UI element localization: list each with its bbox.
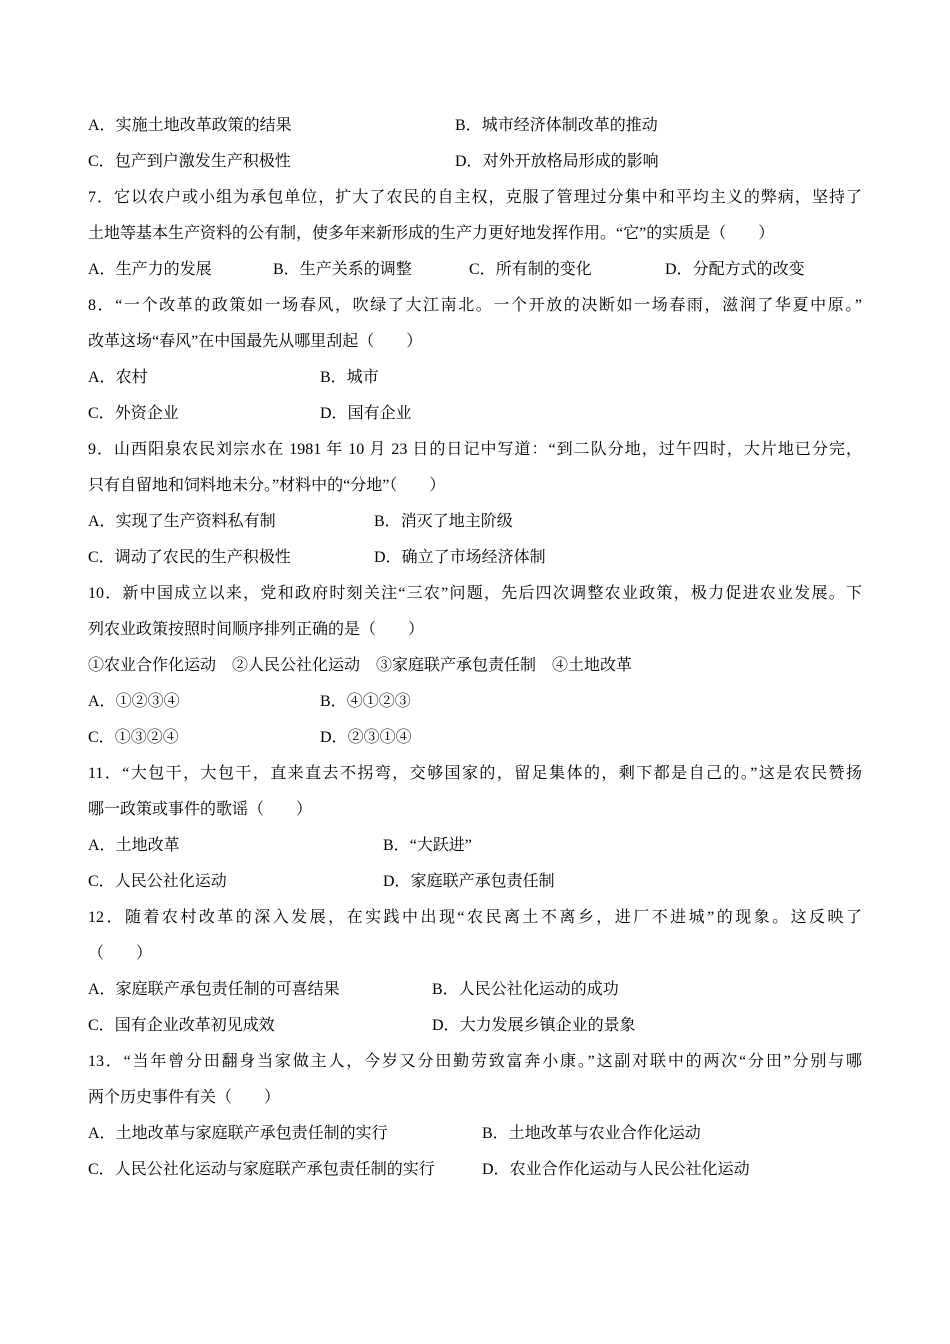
- option-label: D．: [320, 405, 348, 422]
- option-label: A．: [88, 837, 116, 854]
- option-a: [88, 836, 180, 856]
- question-stem-line: 12．随着农村改革的深入发展，在实践中出现“农民离土不离乡，进厂不进城”的现象。这反映了: [88, 909, 862, 926]
- option-d: [374, 548, 546, 568]
- option-label: D．: [482, 1161, 510, 1178]
- option-text: “大跃进”: [409, 837, 472, 854]
- option-d: [383, 872, 555, 892]
- option-label: A．: [88, 117, 116, 134]
- option-label: C．: [88, 549, 115, 566]
- option-text: ④①②③: [346, 693, 411, 710]
- option-text: 土地改革: [115, 837, 180, 854]
- option-a: [88, 116, 292, 136]
- option-label: B．: [374, 513, 401, 530]
- option-label: D．: [455, 153, 483, 170]
- option-a: [88, 692, 180, 712]
- option-text: 大力发展乡镇企业的景象: [459, 1017, 636, 1034]
- option-label: C．: [469, 261, 496, 278]
- option-d: [320, 404, 412, 424]
- option-label: C．: [88, 1017, 115, 1034]
- option-text: 家庭联产承包责任制的可喜结果: [115, 981, 340, 998]
- option-label: C．: [88, 153, 115, 170]
- option-d: [665, 260, 805, 280]
- question-stem-line: （ ）: [88, 945, 153, 962]
- option-c: [88, 404, 179, 424]
- option-text: 生产力的发展: [115, 261, 212, 278]
- option-c: [88, 548, 291, 568]
- option-text: 分配方式的改变: [692, 261, 805, 278]
- option-label: C．: [88, 873, 115, 890]
- option-text: 实施土地改革政策的结果: [115, 117, 292, 134]
- question-stem-line: 10．新中国成立以来，党和政府时刻关注“三农”问题，先后四次调整农业政策，极力促进农业发展。下: [88, 585, 862, 602]
- option-c: [88, 728, 179, 748]
- option-text: 生产关系的调整: [299, 261, 412, 278]
- option-c: [88, 152, 291, 172]
- option-b: [374, 512, 513, 532]
- option-text: 人民公社化运动的成功: [458, 981, 619, 998]
- option-a: [88, 980, 340, 1000]
- option-a: [88, 1124, 388, 1144]
- question-stem-line: 两个历史事件有关（ ）: [88, 1089, 281, 1106]
- option-text: 确立了市场经济体制: [401, 549, 546, 566]
- option-text: ①③②④: [114, 729, 179, 746]
- option-label: A．: [88, 261, 116, 278]
- option-text: 农业合作化运动与人民公社化运动: [509, 1161, 750, 1178]
- option-label: A．: [88, 981, 116, 998]
- option-text: 家庭联产承包责任制: [410, 873, 555, 890]
- option-a: [88, 512, 276, 532]
- option-text: ①②③④: [115, 693, 180, 710]
- option-label: D．: [383, 873, 411, 890]
- option-label: D．: [374, 549, 402, 566]
- option-b: [320, 368, 379, 388]
- option-label: A．: [88, 693, 116, 710]
- option-label: B．: [482, 1125, 509, 1142]
- option-label: A．: [88, 369, 116, 386]
- option-a: [88, 368, 148, 388]
- option-text: 外资企业: [114, 405, 179, 422]
- option-b: [455, 116, 658, 136]
- question-stem-line: 11．“大包干，大包干，直来直去不拐弯，交够国家的，留足集体的，剩下都是自己的。”这是农民赞扬: [88, 765, 862, 782]
- option-text: 对外开放格局形成的影响: [482, 153, 659, 170]
- question-stem-line: 只有自留地和饲料地未分。”材料中的“分地”（ ）: [88, 477, 446, 494]
- question-stem-line: 9．山西阳泉农民刘宗水在 1981 年 10 月 23 日的日记中写道：“到二队分地，过午四时，大片地已分完，: [88, 441, 862, 458]
- option-c: [469, 260, 592, 280]
- question-stem-line: 土地等基本生产资料的公有制，使多年来新形成的生产力更好地发挥作用。“它”的实质是（ ）: [88, 225, 775, 242]
- option-label: A．: [88, 513, 116, 530]
- option-a: [88, 260, 212, 280]
- option-b: [383, 836, 472, 856]
- question-stem-line: 哪一政策或事件的歌谣（ ）: [88, 801, 313, 818]
- question-items: ①农业合作化运动 ②人民公社化运动 ③家庭联产承包责任制 ④土地改革: [88, 657, 633, 674]
- option-b: [273, 260, 412, 280]
- option-text: 国有企业改革初见成效: [114, 1017, 275, 1034]
- option-label: C．: [88, 1161, 115, 1178]
- option-label: D．: [432, 1017, 460, 1034]
- question-stem-line: 列农业政策按照时间顺序排列正确的是（ ）: [88, 621, 425, 638]
- option-label: A．: [88, 1125, 116, 1142]
- option-text: 人民公社化运动与家庭联产承包责任制的实行: [114, 1161, 435, 1178]
- option-text: 城市: [346, 369, 379, 386]
- option-label: B．: [320, 693, 347, 710]
- option-text: 包产到户激发生产积极性: [114, 153, 291, 170]
- option-c: [88, 872, 227, 892]
- option-d: [320, 728, 412, 748]
- option-text: 国有企业: [347, 405, 412, 422]
- option-b: [432, 980, 619, 1000]
- option-label: D．: [665, 261, 693, 278]
- option-text: ②③①④: [347, 729, 412, 746]
- option-text: 土地改革与农业合作化运动: [508, 1125, 701, 1142]
- option-b: [320, 692, 411, 712]
- option-d: [455, 152, 659, 172]
- option-text: 人民公社化运动: [114, 873, 227, 890]
- option-text: 农村: [115, 369, 148, 386]
- option-label: D．: [320, 729, 348, 746]
- option-text: 所有制的变化: [495, 261, 592, 278]
- option-label: B．: [383, 837, 410, 854]
- option-label: C．: [88, 729, 115, 746]
- option-text: 城市经济体制改革的推动: [481, 117, 658, 134]
- option-label: C．: [88, 405, 115, 422]
- question-stem-line: 8．“一个改革的政策如一场春风，吹绿了大江南北。一个开放的决断如一场春雨，滋润了华夏中原。”: [88, 297, 862, 314]
- option-label: B．: [455, 117, 482, 134]
- question-stem-line: 13．“当年曾分田翻身当家做主人，今岁又分田勤劳致富奔小康。”这副对联中的两次“分田”分别与哪: [88, 1053, 862, 1070]
- option-d: [432, 1016, 636, 1036]
- option-text: 实现了生产资料私有制: [115, 513, 276, 530]
- option-d: [482, 1160, 750, 1180]
- option-text: 土地改革与家庭联产承包责任制的实行: [115, 1125, 388, 1142]
- option-text: 调动了农民的生产积极性: [114, 549, 291, 566]
- option-label: B．: [273, 261, 300, 278]
- option-label: B．: [432, 981, 459, 998]
- question-stem-line: 改革这场“春风”在中国最先从哪里刮起（ ）: [88, 333, 423, 350]
- option-text: 消灭了地主阶级: [400, 513, 513, 530]
- question-stem-line: 7．它以农户或小组为承包单位，扩大了农民的自主权，克服了管理过分集中和平均主义的弊病，坚持了: [88, 189, 862, 206]
- option-c: [88, 1016, 275, 1036]
- option-b: [482, 1124, 701, 1144]
- option-c: [88, 1160, 435, 1180]
- option-label: B．: [320, 369, 347, 386]
